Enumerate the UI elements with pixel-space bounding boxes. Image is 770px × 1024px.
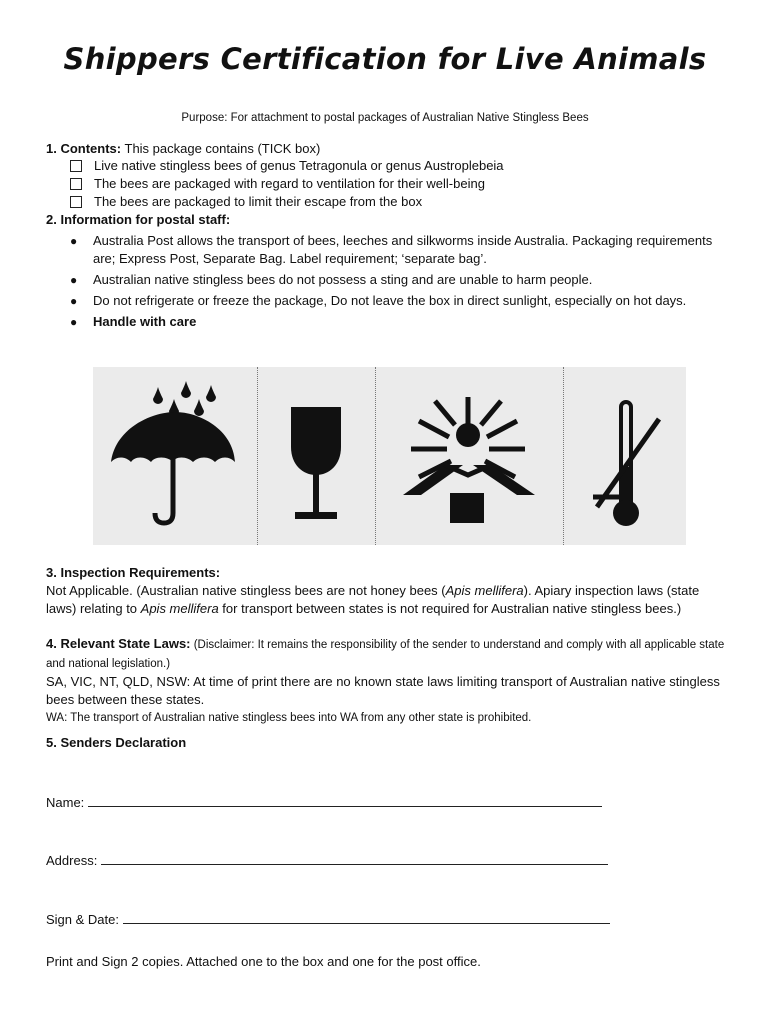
wa-text: WA: The transport of Australian native stingless bees into WA from any other state is prohibited. xyxy=(46,712,532,724)
postal-heading: 2. Information for postal staff: xyxy=(46,212,231,227)
checklist-item xyxy=(70,157,504,175)
bullet-text: Australia Post allows the transport of bees, leeches and silkworms inside Australia. Packaging requirements are; Express Post, Separate Bag. Label requirement; ‘separate bag’. xyxy=(93,233,713,266)
contents-heading: 1. Contents: xyxy=(46,141,122,156)
address-input-line[interactable] xyxy=(101,852,608,865)
sign-date-field[interactable] xyxy=(46,911,646,927)
contents-section xyxy=(46,140,726,158)
bullet-item xyxy=(70,313,720,331)
address-field[interactable] xyxy=(46,852,646,868)
inspection-text-part: Not Applicable. (Australian native stingless bees are not honey bees ( xyxy=(46,583,446,598)
state-laws-heading: 4. Relevant State Laws: xyxy=(46,636,191,651)
inspection-text xyxy=(46,582,726,618)
bullet-text: Do not refrigerate or freeze the package, Do not leave the box in direct sunlight, especially on hot days. xyxy=(93,293,687,308)
bullet-item xyxy=(70,232,720,268)
name-input-line[interactable] xyxy=(88,794,602,807)
footer-instruction: Print and Sign 2 copies. Attached one to the box and one for the post office. xyxy=(46,954,481,969)
purpose-line: Purpose: For attachment to postal packages of Australian Native Stingless Bees xyxy=(181,112,589,124)
sign-date-label: Sign & Date: xyxy=(46,912,119,927)
tick-box[interactable] xyxy=(70,178,82,190)
checklist-item xyxy=(70,193,504,211)
species-name: Apis mellifera xyxy=(140,601,219,616)
keep-away-from-sunlight-icon xyxy=(375,367,563,545)
inspection-text-part: ). Apiary inspection laws (state laws) relating to xyxy=(46,583,700,616)
inspection-text-part: for transport between states is not required for Australian native stingless bees.) xyxy=(218,601,682,616)
name-field[interactable] xyxy=(46,794,646,810)
page-title: Shippers Certification for Live Animals xyxy=(63,42,707,76)
declaration-heading: 5. Senders Declaration xyxy=(46,735,187,750)
contents-intro: This package contains (TICK box) xyxy=(121,141,321,156)
species-name: Apis mellifera xyxy=(445,583,524,598)
tick-box[interactable] xyxy=(70,160,82,172)
address-label: Address: xyxy=(46,853,98,868)
sa-vic-nt-qld-nsw-text: SA, VIC, NT, QLD, NSW: At time of print there are no known state laws limiting transport of Australian native stingless bees between these states. xyxy=(46,674,720,707)
state-laws-disclaimer: (Disclaimer: It remains the responsibility of the sender to understand and comply with all applicable state and national legislation.) xyxy=(46,639,725,670)
temperature-limit-icon xyxy=(563,367,686,545)
sign-date-input-line[interactable] xyxy=(123,911,610,924)
contents-checklist xyxy=(70,157,504,211)
bullet-icon: ● xyxy=(70,234,78,248)
handle-with-care-text: Handle with care xyxy=(93,314,197,329)
umbrella-rain-icon xyxy=(93,367,257,545)
tick-box[interactable] xyxy=(70,196,82,208)
state-laws-section xyxy=(46,635,726,727)
fragile-glass-icon xyxy=(257,367,375,545)
bullet-text: Australian native stingless bees do not possess a sting and are unable to harm people. xyxy=(93,272,593,287)
checklist-item-label: The bees are packaged with regard to ventilation for their well-being xyxy=(94,176,485,191)
inspection-heading: 3. Inspection Requirements: xyxy=(46,565,221,580)
bullet-item xyxy=(70,292,720,310)
state-laws-intro xyxy=(46,635,726,673)
checklist-item xyxy=(70,175,504,193)
bullet-icon: ● xyxy=(70,273,78,287)
handling-icons-strip xyxy=(93,367,686,545)
bullet-item xyxy=(70,271,720,289)
name-label: Name: xyxy=(46,795,85,810)
bullet-icon: ● xyxy=(70,294,78,308)
checklist-item-label: The bees are packaged to limit their escape from the box xyxy=(94,194,423,209)
bullet-icon: ● xyxy=(70,315,78,329)
checklist-item-label: Live native stingless bees of genus Tetragonula or genus Austroplebeia xyxy=(94,158,504,173)
postal-bullets xyxy=(70,232,720,334)
inspection-section xyxy=(46,564,726,618)
